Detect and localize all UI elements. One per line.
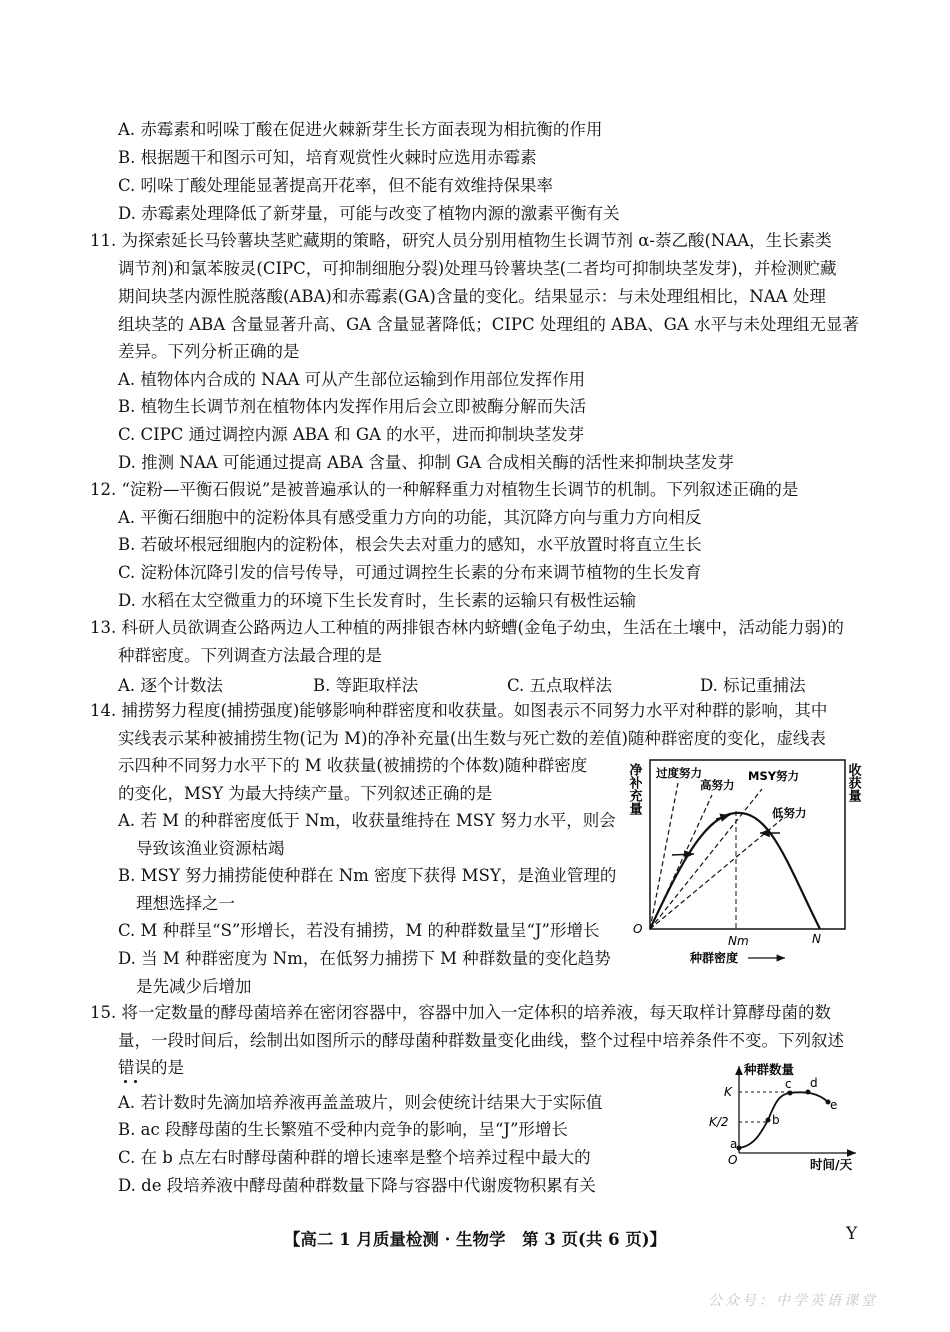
effort-line-over <box>650 783 678 929</box>
q13-stem-line-1: 13. 科研人员欲调查公路两边人工种植的两排银杏林内蛴螬(金龟子幼虫，生活在土壤中，活动能力弱)的 <box>90 618 844 637</box>
x-tick-nm: Nm <box>728 934 749 948</box>
q14-option-d-line-1: D. 当 M 种群密度为 Nm，在低努力捕捞下 M 种群数量的变化趋势 <box>118 949 611 968</box>
y-tick-k-half: K/2 <box>709 1115 729 1129</box>
q11-option-a: A. 植物体内合成的 NAA 可从产生部位运输到作用部位发挥作用 <box>118 370 586 389</box>
origin-label: O <box>728 1153 738 1167</box>
emphasis-dot <box>134 1080 137 1083</box>
q13-stem-line-2: 种群密度。下列调查方法最合理的是 <box>118 646 382 665</box>
q10-option-a: A. 赤霉素和吲哚丁酸在促进火棘新芽生长方面表现为相抗衡的作用 <box>118 120 603 139</box>
q11-stem-line-5: 差异。下列分析正确的是 <box>118 342 300 361</box>
y-right-label: 收获量 <box>845 763 861 802</box>
q11-option-b: B. 植物生长调节剂在植物体内发挥作用后会立即被酶分解而失活 <box>118 397 587 416</box>
arrow-left <box>672 854 694 855</box>
q10-option-d: D. 赤霉素处理降低了新芽量，可能与改变了植物内源的激素平衡有关 <box>118 204 620 223</box>
q11-stem-line-2: 调节剂)和氯苯胺灵(CIPC，可抑制细胞分裂)处理马铃薯块茎(二者均可抑制块茎发芽)，并检测贮藏 <box>118 259 837 278</box>
q12-option-a: A. 平衡石细胞中的淀粉体具有感受重力方向的功能，其沉降方向与重力方向相反 <box>118 508 702 527</box>
plot-frame <box>650 760 845 929</box>
effort-line-high <box>650 795 712 929</box>
q13-option-d: D. 标记重捕法 <box>700 676 806 695</box>
origin-label: O <box>633 922 643 936</box>
q14-option-a-line-2: 导致该渔业资源枯竭 <box>136 839 285 858</box>
footer-mark: Y <box>846 1224 858 1244</box>
x-tick-n: N <box>812 932 821 946</box>
y-tick-k: K <box>724 1085 732 1099</box>
label-low-effort: 低努力 <box>772 806 807 820</box>
label-high-effort: 高努力 <box>700 778 735 792</box>
y-axis-label: 种群数量 <box>744 1062 795 1077</box>
q15-stem-line-1: 15. 将一定数量的酵母菌培养在密闭容器中，容器中加入一定体积的培养液，每天取样计算酵母菌的数 <box>90 1003 831 1022</box>
x-axis-label: 时间/天 <box>810 1157 853 1172</box>
label-a: a <box>730 1137 738 1151</box>
q12-option-c: C. 淀粉体沉降引发的信号传导，可通过调控生长素的分布来调节植物的生长发育 <box>118 563 702 582</box>
q15-option-a: A. 若计数时先滴加培养液再盖盖玻片，则会使统计结果大于实际值 <box>118 1093 603 1112</box>
q14-option-a-line-1: A. 若 M 的种群密度低于 Nm，收获量维持在 MSY 努力水平，则会 <box>118 811 616 830</box>
q11-stem-line-4: 组块茎的 ABA 含量显著升高、GA 含量显著降低；CIPC 处理组的 ABA、GA 水平与未处理组无显著 <box>118 315 859 334</box>
label-msy-effort: MSY努力 <box>748 769 800 783</box>
q10-option-c: C. 吲哚丁酸处理能显著提高开花率，但不能有效维持保果率 <box>118 176 554 195</box>
q12-stem: 12. “淀粉—平衡石假说”是被普遍承认的一种解释重力对植物生长调节的机制。下列叙述正确的是 <box>90 480 799 499</box>
q13-option-c: C. 五点取样法 <box>507 676 613 695</box>
q11-option-c: C. CIPC 通过调控内源 ABA 和 GA 的水平，进而抑制块茎发芽 <box>118 425 585 444</box>
q14-stem-line-2: 实线表示某种被捕捞生物(记为 M)的净补充量(出生数与死亡数的差值)随种群密度的变化，虚线表 <box>118 729 826 748</box>
population-curve <box>739 1092 828 1148</box>
effort-line-low <box>650 819 782 929</box>
point-d <box>806 1090 811 1095</box>
q14-option-b-line-1: B. MSY 努力捕捞能使种群在 Nm 密度下获得 MSY，是渔业管理的 <box>118 866 617 885</box>
fishing-effort-figure <box>620 755 870 975</box>
q11-stem-line-1: 11. 为探索延长马铃薯块茎贮藏期的策略，研究人员分别用植物生长调节剂 α-萘乙酸(NAA，生长素类 <box>90 231 832 250</box>
q14-stem-line-3: 示四种不同努力水平下的 M 收获量(被捕捞的个体数)随种群密度 <box>118 756 588 775</box>
label-d: d <box>810 1076 818 1090</box>
yeast-population-figure <box>706 1058 866 1178</box>
label-over-effort: 过度努力 <box>656 766 702 780</box>
effort-line-msy <box>650 789 762 929</box>
q12-option-b: B. 若破坏根冠细胞内的淀粉体，根会失去对重力的感知，水平放置时将直立生长 <box>118 535 702 554</box>
q15-stem-line-3: 错误的是 <box>118 1058 184 1077</box>
q14-stem-line-1: 14. 捕捞努力程度(捕捞强度)能够影响种群密度和收获量。如图表示不同努力水平对种群的影响，其中 <box>90 701 828 720</box>
watermark: 公众号：中学英语课堂 <box>708 1293 878 1309</box>
q10-option-b: B. 根据题干和图示可知，培育观赏性火棘时应选用赤霉素 <box>118 148 537 167</box>
page-footer: 【高二 1 月质量检测 · 生物学 第 3 页(共 6 页)】 <box>283 1230 667 1249</box>
q13-option-b: B. 等距取样法 <box>313 676 419 695</box>
q14-option-b-line-2: 理想选择之一 <box>136 894 235 913</box>
q11-stem-line-3: 期间块茎内源性脱落酸(ABA)和赤霉素(GA)含量的变化。结果显示：与未处理组相比，NAA 处理 <box>118 287 826 306</box>
emphasis-dot <box>124 1080 127 1083</box>
q14-option-c: C. M 种群呈“S”形增长，若没有捕捞，M 的种群数量呈“J”形增长 <box>118 921 600 940</box>
y-left-label: 净补充量 <box>626 763 642 815</box>
q14-option-d-line-2: 是先减少后增加 <box>136 977 252 996</box>
q15-stem-line-2: 量，一段时间后，绘制出如图所示的酵母菌种群数量变化曲线，整个过程中培养条件不变。下列叙述 <box>118 1031 844 1050</box>
label-e: e <box>830 1098 838 1112</box>
point-b <box>766 1118 771 1123</box>
q15-option-d: D. de 段培养液中酵母菌种群数量下降与容器中代谢废物积累有关 <box>118 1176 596 1195</box>
x-axis-label: 种群密度 <box>690 951 739 965</box>
q14-stem-line-4: 的变化，MSY 为最大持续产量。下列叙述正确的是 <box>118 784 493 803</box>
label-c: c <box>785 1077 792 1091</box>
q15-option-c: C. 在 b 点左右时酵母菌种群的增长速率是整个培养过程中最大的 <box>118 1148 591 1167</box>
label-b: b <box>772 1113 780 1127</box>
q13-option-a: A. 逐个计数法 <box>118 676 223 695</box>
q15-option-b: B. ac 段酵母菌的生长繁殖不受种内竞争的影响，呈“J”形增长 <box>118 1120 568 1139</box>
point-c <box>788 1091 793 1096</box>
q11-option-d: D. 推测 NAA 可能通过提高 ABA 含量、抑制 GA 合成相关酶的活性来抑制块茎发芽 <box>118 453 734 472</box>
q12-option-d: D. 水稻在太空微重力的环境下生长发育时，生长素的运输只有极性运输 <box>118 591 637 610</box>
net-recruitment-curve <box>650 813 820 929</box>
